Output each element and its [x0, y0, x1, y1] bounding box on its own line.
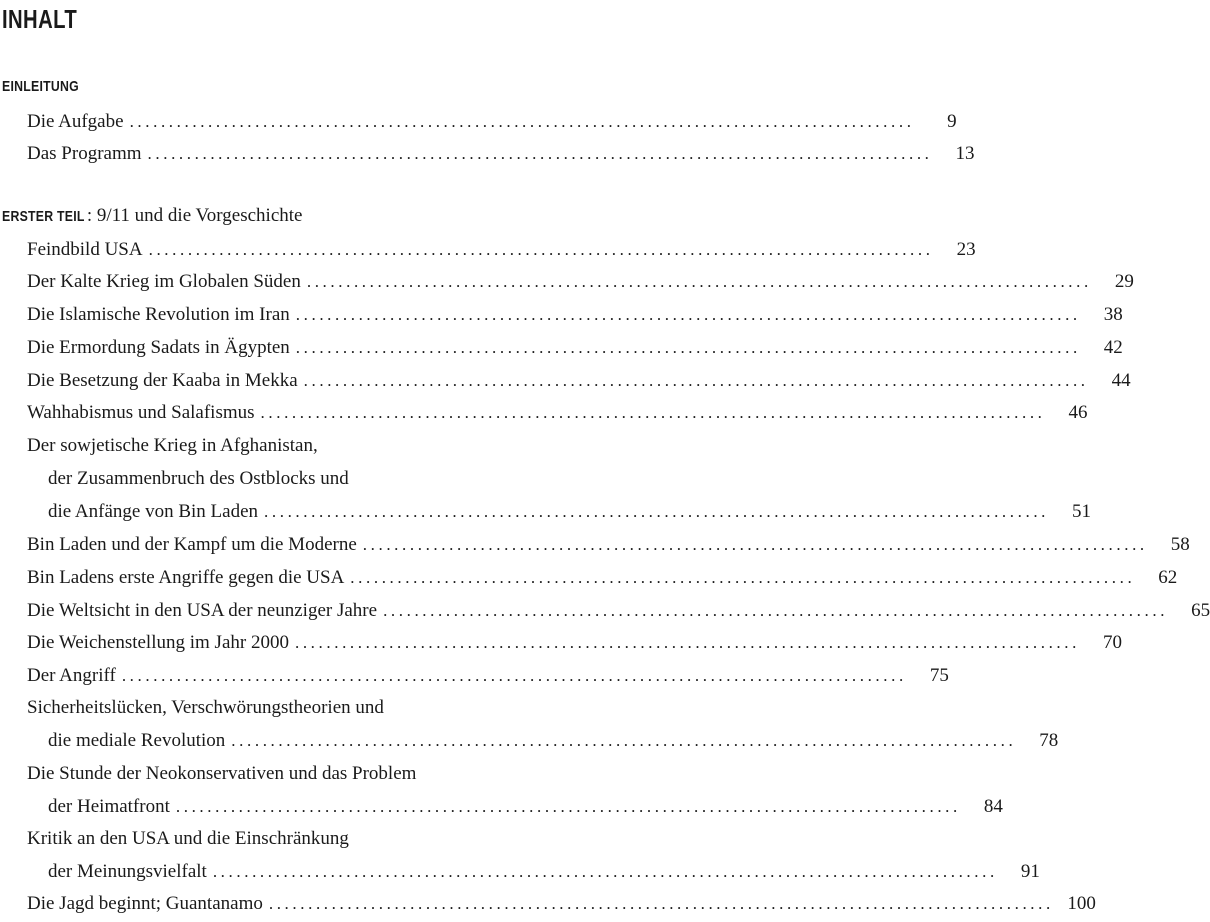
toc-entry-page: 46 [1068, 402, 1088, 423]
toc-entry[interactable] [27, 663, 949, 689]
toc-entry-title: Sicherheitslücken, Verschwörungstheorien und [27, 697, 384, 718]
toc-entry-title: Die Ermordung Sadats in Ägypten [27, 337, 290, 358]
toc-entry-page: 51 [1072, 501, 1092, 522]
toc-entry-title: Die Stunde der Neokonservativen und das Problem [27, 763, 417, 784]
leader-dots: .................................................................................................... [148, 240, 934, 259]
toc-entry[interactable] [27, 598, 1210, 624]
toc-entry[interactable] [27, 368, 1131, 394]
toc-entry[interactable] [48, 859, 1040, 885]
toc-entry-page: 65 [1191, 600, 1210, 621]
leader-dots: .................................................................................................... [260, 403, 1046, 422]
toc-entry-page: 44 [1111, 370, 1131, 391]
toc-entry[interactable] [27, 532, 1190, 558]
toc-entry-title: Der Kalte Krieg im Globalen Süden [27, 271, 301, 292]
leader-dots: .................................................................................................... [303, 371, 1089, 390]
toc-entry-page: 62 [1158, 567, 1178, 588]
toc-entry-page: 70 [1102, 632, 1122, 653]
toc-entry-title: Der sowjetische Krieg in Afghanistan, [27, 435, 318, 456]
toc-entry-title: Die Jagd beginnt; Guantanamo [27, 893, 263, 914]
toc-entry-title: die mediale Revolution [48, 730, 226, 751]
toc-entry-page: 23 [956, 239, 976, 260]
toc-entry-title: Die Weichenstellung im Jahr 2000 [27, 632, 289, 653]
leader-dots: .................................................................................................... [362, 535, 1148, 554]
leader-dots: .................................................................................................... [295, 338, 1081, 357]
toc-entry-title: Das Programm [27, 143, 142, 164]
toc-entry-page: 38 [1103, 304, 1123, 325]
toc-entry-title: Der Angriff [27, 665, 116, 686]
toc-entry-title: der Zusammenbruch des Ostblocks und [48, 468, 349, 489]
toc-entry-line[interactable] [27, 761, 576, 787]
toc-entry-page: 42 [1103, 337, 1123, 358]
toc-entry[interactable] [27, 302, 1123, 328]
toc-entry-page: 78 [1039, 730, 1059, 751]
page-title: INHALT [2, 4, 78, 34]
section-heading-einleitung [2, 74, 96, 99]
toc-entry-page: 91 [1020, 861, 1040, 882]
leader-dots: .................................................................................................... [268, 894, 1054, 913]
toc-entry-title: der Heimatfront [48, 796, 170, 817]
toc-entry[interactable] [27, 237, 976, 263]
leader-dots: .................................................................................................... [383, 601, 1169, 620]
toc-entry[interactable] [27, 630, 1122, 656]
leader-dots: .................................................................................................... [231, 731, 1017, 750]
toc-entry-line[interactable] [48, 466, 576, 492]
section-heading-erster-teil [2, 204, 302, 229]
leader-dots: .................................................................................................... [264, 502, 1050, 521]
toc-entry[interactable] [48, 794, 1003, 820]
toc-entry[interactable] [27, 565, 1178, 591]
toc-entry-line[interactable] [27, 826, 576, 852]
toc-entry[interactable] [48, 728, 1059, 754]
toc-entry[interactable] [27, 141, 975, 167]
toc-entry-line[interactable] [27, 433, 576, 459]
toc-entry-page: 75 [929, 665, 949, 686]
toc-entry-page: 29 [1114, 271, 1134, 292]
section-heading-caps: ERSTER TEIL [2, 208, 85, 225]
leader-dots: .................................................................................................... [175, 797, 961, 816]
toc-entry-title: Wahhabismus und Salafismus [27, 402, 255, 423]
toc-entry-title: die Anfänge von Bin Laden [48, 501, 259, 522]
toc-entry-line[interactable] [27, 695, 576, 721]
toc-entry-title: Kritik an den USA und die Einschränkung [27, 828, 349, 849]
leader-dots: .................................................................................................... [295, 305, 1081, 324]
toc-entry[interactable] [48, 499, 1092, 525]
toc-entry-page: 9 [947, 111, 957, 132]
toc-entry-title: Die Weltsicht in den USA der neunziger Jahre [27, 600, 378, 621]
leader-dots: .................................................................................................... [212, 862, 998, 881]
toc-entry-title: Die Besetzung der Kaaba in Mekka [27, 370, 298, 391]
leader-dots: .................................................................................................... [129, 112, 915, 131]
toc-entry-title: der Meinungsvielfalt [48, 861, 207, 882]
toc-entry-title: Die Aufgabe [27, 111, 124, 132]
toc-entry[interactable] [27, 400, 1088, 426]
toc-entry[interactable] [27, 109, 957, 135]
toc-entry-title: Die Islamische Revolution im Iran [27, 304, 290, 325]
toc-entry-page: 84 [983, 796, 1003, 817]
section-heading-rest: : 9/11 und die Vorgeschichte [86, 205, 303, 226]
toc-entry-page: 100 [1067, 893, 1096, 914]
leader-dots: .................................................................................................... [294, 633, 1080, 652]
toc-entry-title: Feindbild USA [27, 239, 143, 260]
leader-dots: .................................................................................................... [147, 144, 933, 163]
toc-entry-title: Bin Laden und der Kampf um die Moderne [27, 534, 357, 555]
toc-entry-title: Bin Ladens erste Angriffe gegen die USA [27, 567, 345, 588]
leader-dots: .................................................................................................... [306, 272, 1092, 291]
leader-dots: .................................................................................................... [121, 666, 907, 685]
toc-entry[interactable] [27, 269, 1134, 295]
toc-entry[interactable] [27, 335, 1123, 361]
section-heading-caps: EINLEITUNG [2, 78, 79, 95]
toc-entry-page: 58 [1170, 534, 1190, 555]
toc-entry[interactable] [27, 891, 1096, 917]
toc-entry-page: 13 [955, 143, 975, 164]
leader-dots: .................................................................................................... [350, 568, 1136, 587]
